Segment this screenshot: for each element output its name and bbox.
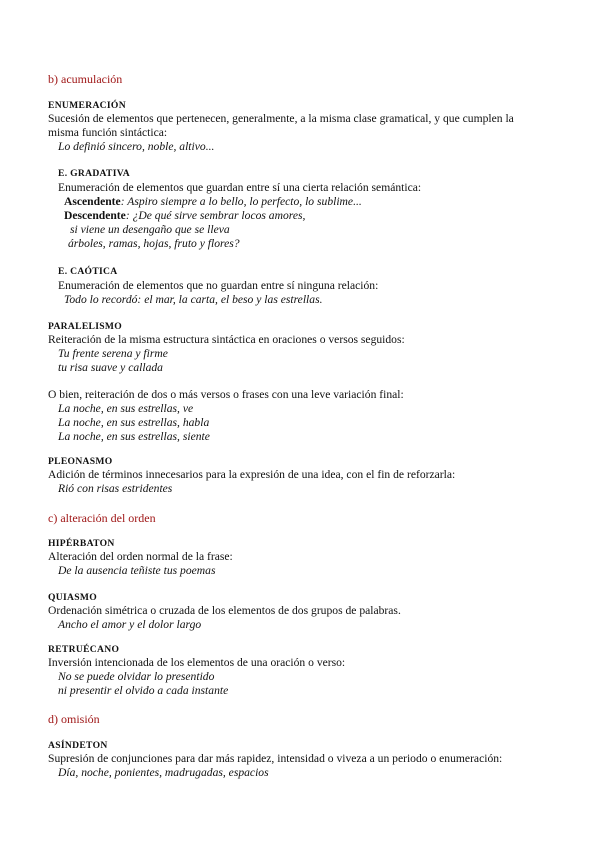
definition-hiperbaton: Alteración del orden normal de la frase: — [48, 550, 233, 563]
example-paralelismo-2: tu risa suave y callada — [58, 361, 163, 374]
section-heading-omision: d) omisión — [48, 712, 100, 726]
example-descendente — [64, 209, 305, 223]
term-e-caotica: E. CAÓTICA — [58, 266, 118, 277]
label-ascendente: Ascendente — [64, 195, 121, 208]
definition-paralelismo: Reiteración de la misma estructura sintáctica en oraciones o versos seguidos: — [48, 333, 405, 346]
example-enumeracion: Lo definió sincero, noble, altivo... — [58, 140, 215, 153]
definition-e-gradativa: Enumeración de elementos que guardan entre sí una cierta relación semántica: — [58, 181, 422, 194]
definition-pleonasmo: Adición de términos innecesarios para la expresión de una idea, con el fin de reforzarla: — [48, 468, 456, 481]
term-enumeracion: ENUMERACIÓN — [48, 100, 126, 111]
example-descendente-text-2: si viene un desengaño que se lleva — [70, 223, 230, 236]
example-e-caotica: Todo lo recordó: el mar, la carta, el beso y las estrellas. — [64, 293, 323, 306]
term-retruecano: RETRUÉCANO — [48, 644, 120, 655]
label-descendente: Descendente — [64, 209, 126, 222]
section-heading-acumulacion: b) acumulación — [48, 72, 123, 86]
example-quiasmo: Ancho el amor y el dolor largo — [58, 618, 202, 631]
section-heading-alteracion-del-orden: c) alteración del orden — [48, 511, 156, 525]
example-asindeton: Día, noche, ponientes, madrugadas, espacios — [58, 766, 269, 779]
definition-e-caotica: Enumeración de elementos que no guardan entre sí ninguna relación: — [58, 279, 379, 292]
definition-asindeton: Supresión de conjunciones para dar más rapidez, intensidad o viveza a un periodo o enumeración: — [48, 752, 503, 765]
term-pleonasmo: PLEONASMO — [48, 456, 113, 467]
term-paralelismo: PARALELISMO — [48, 321, 123, 332]
example-paralelismo-3: La noche, en sus estrellas, ve — [58, 402, 194, 415]
definition-enumeracion-line1: Sucesión de elementos que pertenecen, generalmente, a la misma clase gramatical, y que cumplen la — [48, 112, 514, 125]
definition-quiasmo: Ordenación simétrica o cruzada de los elementos de dos grupos de palabras. — [48, 604, 401, 617]
term-hiperbaton: HIPÉRBATON — [48, 538, 115, 549]
definition-retruecano: Inversión intencionada de los elementos de una oración o verso: — [48, 656, 346, 669]
example-hiperbaton: De la ausencia teñiste tus poemas — [58, 564, 216, 577]
definition-paralelismo-2: O bien, reiteración de dos o más versos o frases con una leve variación final: — [48, 388, 404, 401]
term-asindeton: ASÍNDETON — [48, 740, 108, 751]
example-descendente-text-3: árboles, ramas, hojas, fruto y flores? — [68, 237, 240, 250]
definition-enumeracion-line2: misma función sintáctica: — [48, 126, 168, 139]
example-paralelismo-4: La noche, en sus estrellas, habla — [58, 416, 210, 429]
example-ascendente-text: : Aspiro siempre a lo bello, lo perfecto, lo sublime... — [120, 195, 362, 208]
example-pleonasmo: Rió con risas estridentes — [58, 482, 173, 495]
example-retruecano-2: ni presentir el olvido a cada instante — [58, 684, 229, 697]
example-ascendente — [64, 195, 362, 209]
example-paralelismo-1: Tu frente serena y firme — [58, 347, 168, 360]
example-paralelismo-5: La noche, en sus estrellas, siente — [58, 430, 210, 443]
term-e-gradativa: E. GRADATIVA — [58, 168, 131, 179]
example-retruecano-1: No se puede olvidar lo presentido — [58, 670, 215, 683]
example-descendente-text-1: : ¿De qué sirve sembrar locos amores, — [125, 209, 306, 222]
term-quiasmo: QUIASMO — [48, 592, 98, 603]
